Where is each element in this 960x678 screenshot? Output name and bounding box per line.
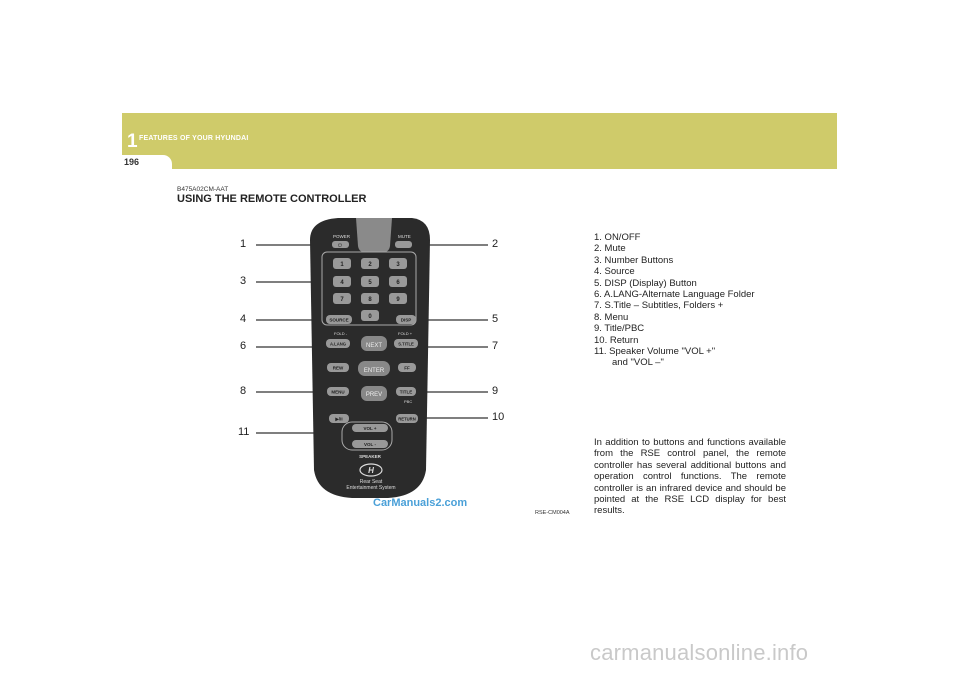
page-number: 196: [124, 157, 140, 167]
legend-item: 8. Menu: [594, 311, 629, 323]
legend-list: [594, 232, 786, 369]
brand-logo-letter: H: [368, 466, 374, 475]
vol-plus-label: VOL +: [363, 426, 377, 431]
legend-item: 1. ON/OFF: [594, 232, 641, 243]
mute-label: MUTE: [398, 234, 411, 239]
prev-label: PREV: [365, 392, 383, 398]
power-icon: ⏻: [338, 243, 342, 249]
legend-item: and "VOL –": [612, 357, 664, 369]
legend-item: 4. Source: [594, 266, 635, 278]
callout-1: 1: [240, 238, 247, 250]
legend-item: 2. Mute: [594, 243, 626, 255]
callout-6: 6: [240, 340, 247, 352]
section-code: B475A02CM-AAT: [177, 186, 229, 193]
svg-text:0: 0: [368, 314, 372, 320]
callout-11: 11: [238, 426, 250, 438]
callout-3: 3: [240, 275, 247, 287]
callout-9: 9: [492, 385, 499, 397]
pbc-label: PBC: [404, 399, 413, 404]
play-pause-label: ▶/II: [335, 416, 343, 422]
menu-label: MENU: [331, 389, 345, 395]
legend-item: 6. A.LANG-Alternate Language Folder: [594, 289, 755, 301]
callout-2: 2: [492, 238, 499, 250]
callout-8: 8: [240, 385, 247, 397]
folder-minus-label: FOLD -: [334, 331, 348, 336]
svg-text:7: 7: [340, 297, 344, 303]
callout-7: 7: [492, 340, 499, 352]
legend-item: 11. Speaker Volume "VOL +": [594, 346, 716, 358]
legend-item: 9. Title/PBC: [594, 323, 645, 335]
return-label: RETURN: [398, 416, 416, 422]
svg-text:9: 9: [396, 297, 400, 303]
vol-minus-label: VOL -: [364, 442, 376, 447]
speaker-label: SPEAKER: [359, 454, 381, 459]
chapter-number: 1: [127, 131, 138, 152]
footer-site-mark: carmanualsonline.info: [590, 640, 809, 665]
svg-text:2: 2: [368, 262, 372, 268]
brand-line-2: Entertainment System: [346, 485, 396, 491]
figure-code: RSE-CM004A: [535, 510, 570, 516]
svg-text:1: 1: [340, 262, 344, 268]
legend-item: 5. DISP (Display) Button: [594, 277, 697, 289]
callout-10: 10: [492, 411, 505, 423]
alang-label: A.LANG: [329, 341, 347, 347]
description-paragraph: In addition to buttons and functions available from the RSE control panel, the remote controller has several additional buttons and operation control functions. The remote controller is an infrared device and should be pointed at the RSE LCD display for best results.: [594, 437, 786, 517]
rew-label: REW: [332, 365, 344, 371]
folder-plus-label: FOLD +: [398, 331, 413, 336]
svg-text:5: 5: [368, 280, 372, 286]
title-label: TITLE: [399, 389, 413, 395]
legend-item: 3. Number Buttons: [594, 254, 674, 266]
chapter-title: FEATURES OF YOUR HYUNDAI: [139, 135, 249, 142]
next-label: NEXT: [365, 343, 383, 349]
disp-label: DISP: [400, 317, 412, 323]
ff-label: FF: [404, 365, 410, 371]
stitle-label: S.TITLE: [398, 341, 414, 347]
section-title: USING THE REMOTE CONTROLLER: [177, 193, 367, 205]
legend-item: 10. Return: [594, 334, 639, 346]
svg-text:4: 4: [340, 280, 344, 286]
callout-4: 4: [240, 313, 247, 325]
legend-item: 7. S.Title – Subtitles, Folders +: [594, 300, 724, 312]
watermark-text: CarManuals2.com: [373, 497, 468, 509]
mute-button[interactable]: [395, 241, 412, 248]
callout-5: 5: [492, 313, 499, 325]
svg-text:3: 3: [396, 262, 400, 268]
enter-label: ENTER: [363, 368, 385, 374]
svg-text:6: 6: [396, 280, 400, 286]
power-label: POWER: [333, 234, 351, 239]
source-label: SOURCE: [329, 317, 349, 323]
brand-line-1: Rear Seat: [359, 479, 383, 485]
ir-window: [356, 218, 392, 252]
svg-text:8: 8: [368, 297, 372, 303]
